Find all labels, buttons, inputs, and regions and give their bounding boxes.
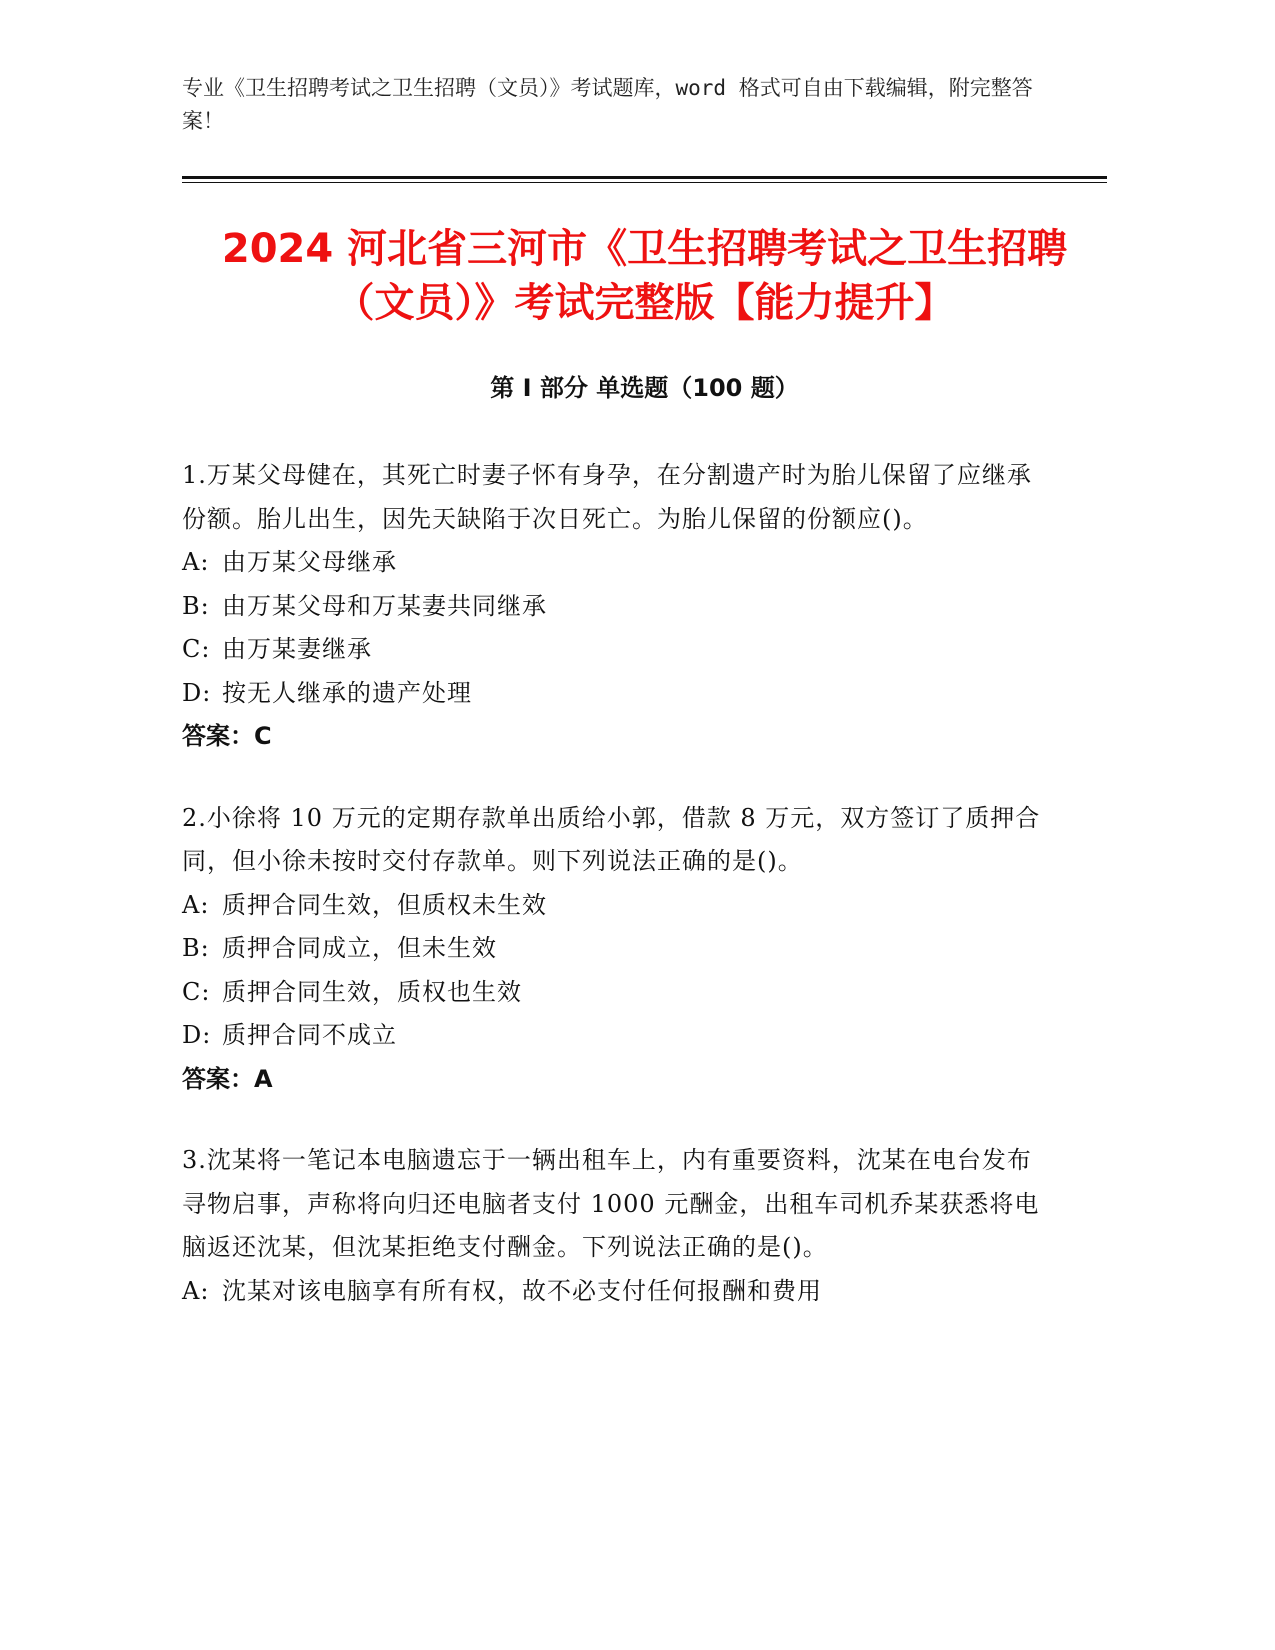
option-text: 质押合同生效，质权也生效 [222,977,522,1006]
section-title: 第 I 部分 单选题（100 题） [490,374,799,402]
answer-value: C [254,722,272,750]
option-text: 由万某妻继承 [222,635,372,663]
option-letter: B: [182,934,210,962]
answer-line [182,715,1042,759]
option-c [182,971,1042,1015]
option-letter: D: [182,1021,212,1049]
option-a [182,541,1042,585]
answer-label: 答案： [182,1064,254,1093]
question-3 [182,1139,1042,1313]
option-b [182,927,1042,971]
question-text: 2.小徐将 10 万元的定期存款单出质给小郭，借款 8 万元，双方签订了质押合同，但小徐未按时交付存款单。则下列说法正确的是()。 [182,803,1041,875]
option-b [182,585,1042,629]
option-a [182,884,1042,928]
option-text: 质押合同不成立 [222,1021,397,1049]
header-divider-thick [182,176,1107,179]
header-divider-thin [182,182,1107,183]
option-letter: B: [182,591,210,620]
option-d [182,672,1042,716]
option-text: 沈某对该电脑享有所有权，故不必支付任何报酬和费用 [222,1276,822,1305]
option-text: 由万某父母和万某妻共同继承 [222,591,547,620]
question-2 [182,797,1042,1102]
option-letter: D: [182,678,212,707]
option-c [182,628,1042,672]
question-text: 3.沈某将一笔记本电脑遗忘于一辆出租车上，内有重要资料，沈某在电台发布寻物启事，声称将向归还电脑者支付 1000 元酬金，出租车司机乔某获悉将电脑返还沈某，但沈某拒绝支付酬金。下列说法正确的是()。 [182,1146,1040,1261]
option-text: 按无人继承的遗产处理 [222,678,472,707]
option-letter: C: [182,635,211,663]
option-a [182,1270,1042,1314]
option-letter: C: [182,977,211,1006]
option-text: 质押合同成立，但未生效 [222,934,497,962]
page-title: 2024 河北省三河市《卫生招聘考试之卫生招聘（文员）》考试完整版【能力提升】 [221,226,1068,326]
option-letter: A: [182,1276,210,1305]
option-text: 由万某父母继承 [222,548,397,576]
answer-line [182,1058,1042,1102]
option-letter: A: [182,890,210,919]
header-note: 专业《卫生招聘考试之卫生招聘（文员）》考试题库，word 格式可自由下载编辑，附完整答案！ [182,76,1033,133]
answer-label: 答案： [182,722,254,750]
option-d [182,1014,1042,1058]
question-1 [182,454,1042,759]
question-list [182,454,1042,1351]
option-text: 质押合同生效，但质权未生效 [222,890,547,919]
answer-value: A [254,1064,273,1093]
question-text: 1.万某父母健在，其死亡时妻子怀有身孕，在分割遗产时为胎儿保留了应继承份额。胎儿出生，因先天缺陷于次日死亡。为胎儿保留的份额应()。 [182,461,1032,533]
option-letter: A: [182,548,210,576]
